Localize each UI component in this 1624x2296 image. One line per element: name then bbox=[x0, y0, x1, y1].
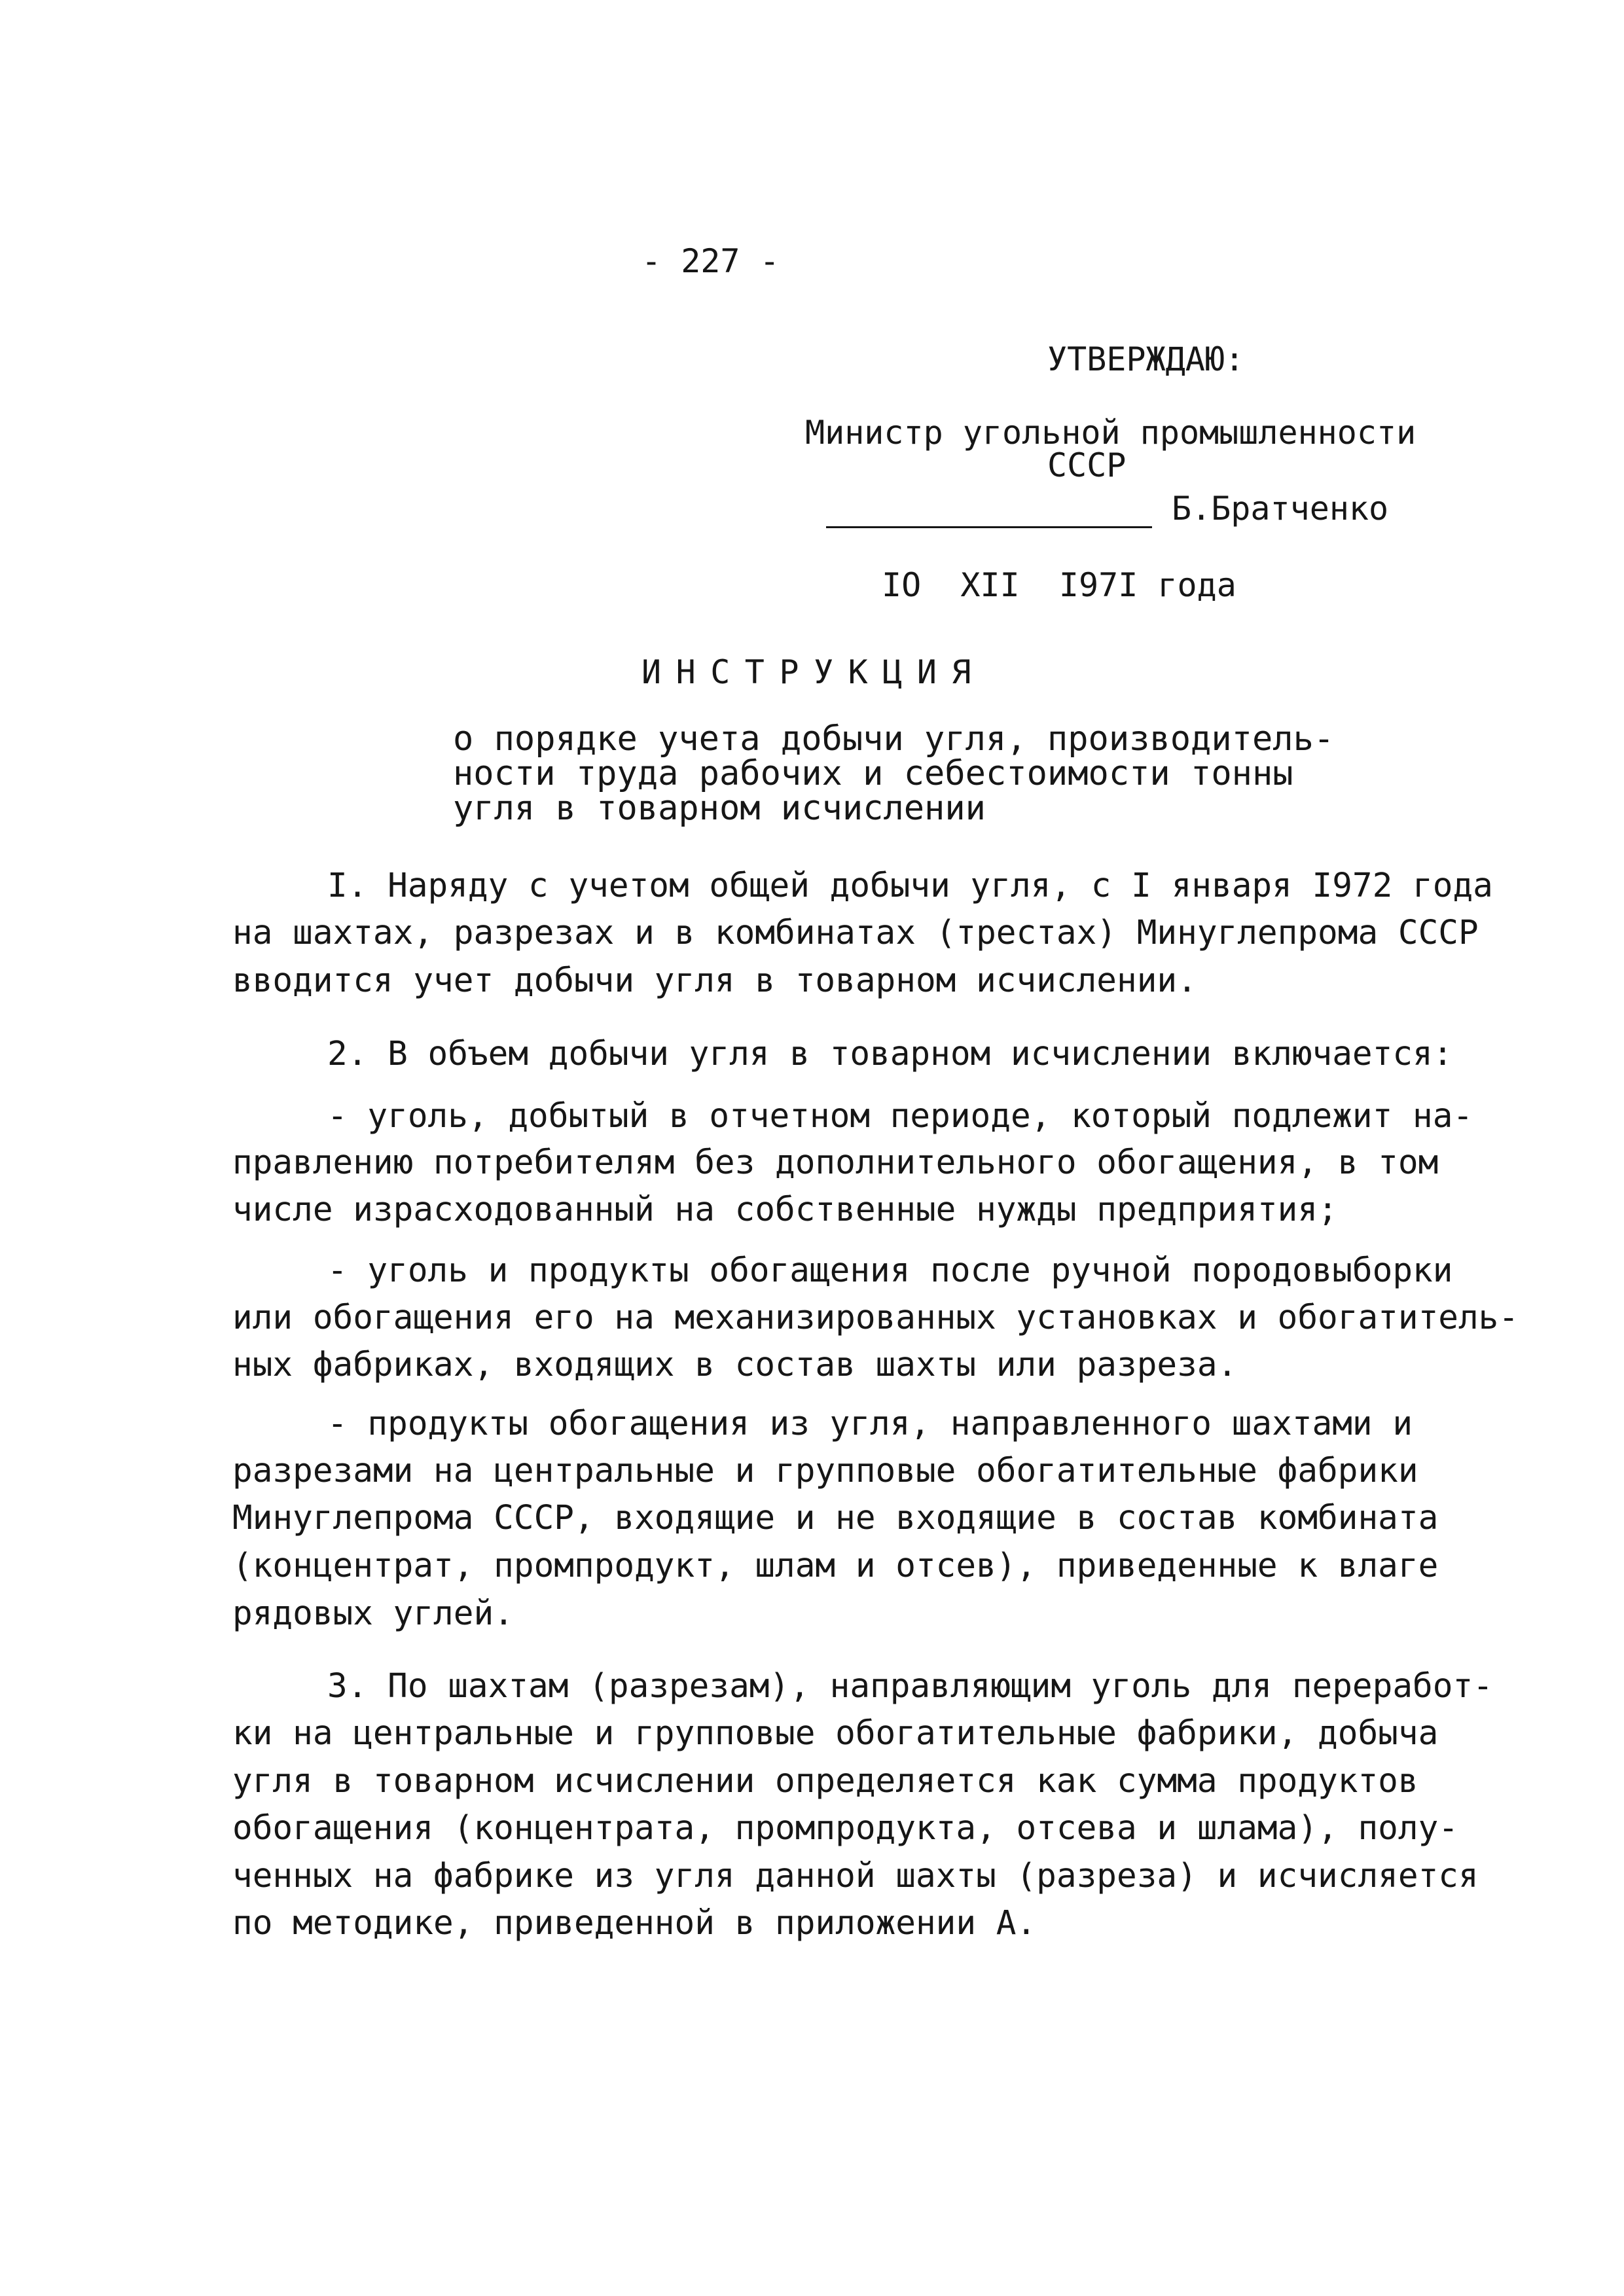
subtitle-line: угля в товарном исчислении bbox=[453, 789, 986, 828]
body-line: обогащения (концентрата, промпродукта, отсева и шлама), полу- bbox=[232, 1809, 1458, 1848]
body-line: числе израсходованный на собственные нужды предприятия; bbox=[232, 1191, 1338, 1229]
body-line: (концентрат, промпродукт, шлам и отсев), приведенные к влаге bbox=[232, 1547, 1439, 1585]
subtitle-line: о порядке учета добычи угля, производитель- bbox=[453, 719, 1335, 759]
body-line: разрезами на центральные и групповые обогатительные фабрики bbox=[232, 1452, 1418, 1490]
body-line: вводится учет добычи угля в товарном исчислении. bbox=[232, 961, 1197, 1000]
body-line: на шахтах, разрезах и в комбинатах (трестах) Минуглепрома СССР bbox=[232, 914, 1479, 952]
subtitle-line: ности труда рабочих и себестоимости тонны bbox=[453, 754, 1293, 793]
page-number: - 227 - bbox=[641, 242, 780, 280]
body-line: ки на центральные и групповые обогатительные фабрики, добыча bbox=[232, 1714, 1439, 1753]
body-line: - продукты обогащения из угля, направленного шахтами и bbox=[327, 1405, 1413, 1443]
approval-label: УТВЕРЖДАЮ: bbox=[1047, 340, 1245, 378]
approver-title-line-1: Министр угольной промышленности bbox=[805, 414, 1416, 452]
body-line: или обогащения его на механизированных установках и обогатитель- bbox=[232, 1299, 1519, 1337]
body-line: I. Наряду с учетом общей добычи угля, с I января I972 года bbox=[327, 867, 1493, 905]
body-line: по методике, приведенной в приложении А. bbox=[232, 1904, 1037, 1943]
body-line: - уголь, добытый в отчетном периоде, который подлежит на- bbox=[327, 1097, 1473, 1136]
signature-line bbox=[826, 526, 1152, 528]
body-line: - уголь и продукты обогащения после ручной породовыборки bbox=[327, 1251, 1453, 1290]
body-line: Минуглепрома СССР, входящие и не входящие в состав комбината bbox=[232, 1499, 1439, 1537]
body-line: рядовых углей. bbox=[232, 1594, 514, 1633]
body-line: ных фабриках, входящих в состав шахты или разреза. bbox=[232, 1346, 1238, 1384]
body-line: ченных на фабрике из угля данной шахты (разреза) и исчисляется bbox=[232, 1857, 1479, 1895]
approval-date: IO XII I97I года bbox=[882, 566, 1236, 604]
body-line: 3. По шахтам (разрезам), направляющим уголь для переработ- bbox=[327, 1667, 1493, 1706]
approver-name: Б.Братченко bbox=[1172, 490, 1389, 528]
body-line: угля в товарном исчислении определяется как сумма продуктов bbox=[232, 1762, 1418, 1801]
document-heading: ИНСТРУКЦИЯ bbox=[641, 653, 986, 691]
body-line: 2. В объем добычи угля в товарном исчислении включается: bbox=[327, 1035, 1453, 1073]
body-line: правлению потребителям без дополнительного обогащения, в том bbox=[232, 1143, 1439, 1182]
approver-title-line-2: СССР bbox=[1047, 446, 1127, 484]
